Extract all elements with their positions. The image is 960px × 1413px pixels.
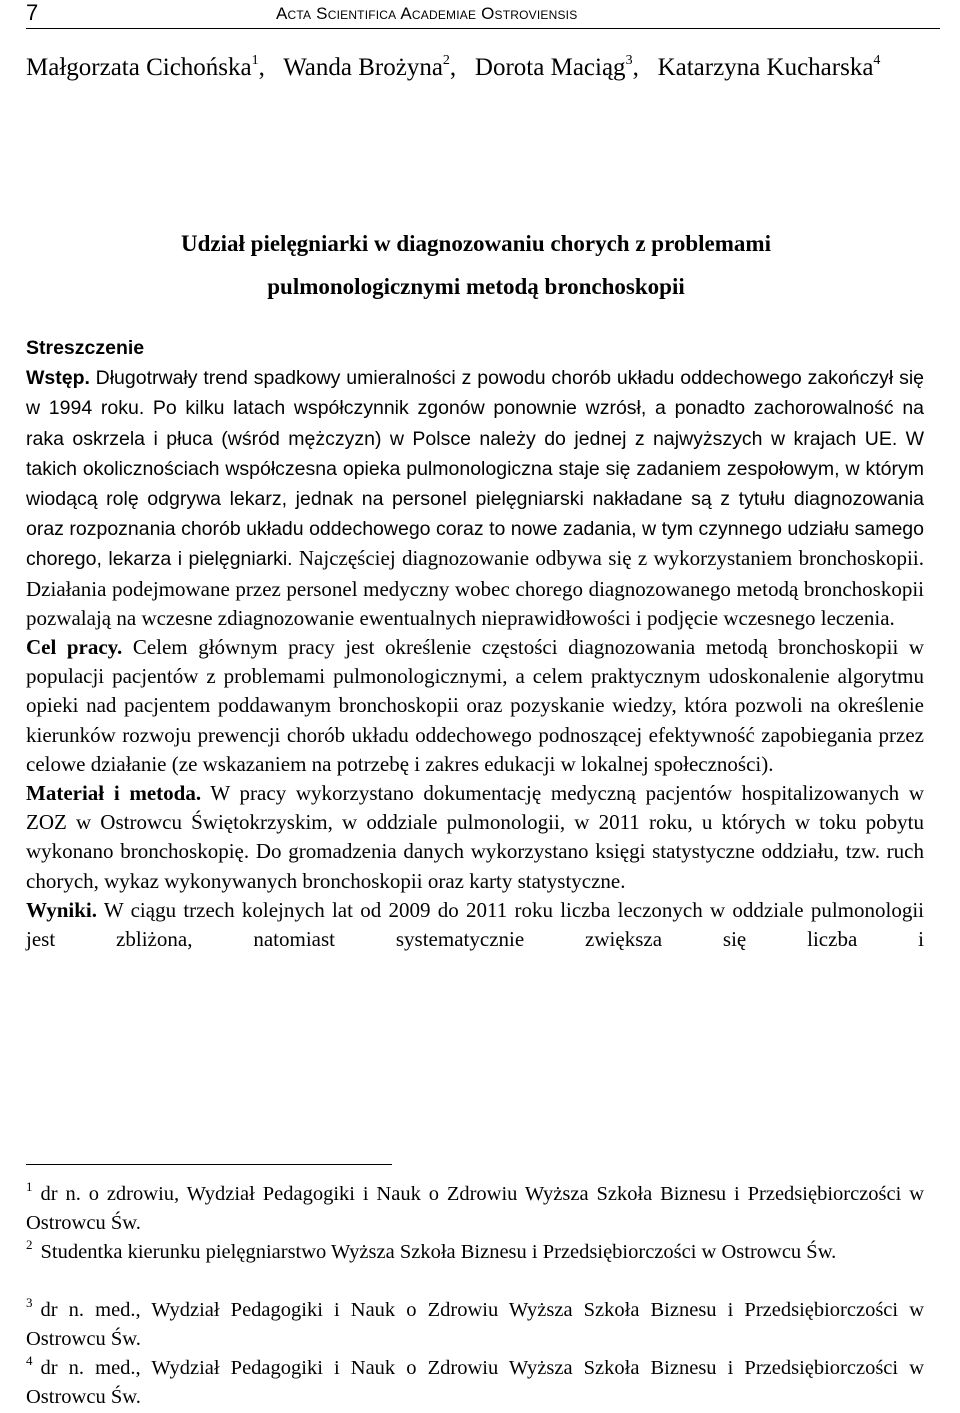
footnote-text: dr n. med., Wydział Pedagogiki i Nauk o Zdrowiu Wyższa Szkoła Biznesu i Przedsiębiorczości w Ostrowcu Św. [26,1357,924,1408]
abstract-body [26,334,924,954]
journal-title: Acta Scientifica Academiae Ostroviensis [276,4,578,23]
page-number: 7 [26,0,39,25]
affiliation-marker: 3 [625,53,633,68]
title-line: Udział pielęgniarki w diagnozowaniu chorych z problemami [181,231,771,256]
footnote [26,1238,924,1267]
results-paragraph [26,896,924,954]
paper-title [26,222,926,308]
results-text: W ciągu trzech kolejnych lat od 2009 do 2011 roku liczba leczonych w oddziale pulmonologii jest zbliżona, natomiast systematycznie zwiększa się liczba i [26,897,924,952]
title-line: pulmonologicznymi metodą bronchoskopii [267,274,685,299]
author-name: Małgorzata Cichońska [26,54,252,81]
author-name: Katarzyna Kucharska [657,54,874,81]
intro-text-serif: W takich okolicznościach współczesna opieka pulmonologiczna staje się zadaniem zespołowym, w którym wiodącą rolę odgrywa lekarz, jednak na personel pielęgniarski nakładane są z tytułu diagnozowania oraz rozpoznania chorób układu oddechowego coraz to nowe zadania, w tym czynnego udziału samego chorego, lekarza i pielęgniarki. [26,427,925,571]
affiliation-marker: 4 [873,53,881,68]
footnote-text: Studentka kierunku pielęgniarstwo Wyższa Szkoła Biznesu i Przedsiębiorczości w Ostrowcu Św. [40,1241,837,1263]
affiliation-marker: 2 [442,53,450,68]
intro-text-serif: Po kilku latach współczynnik zgonów ponownie wzrósł, a ponadto zachorowalność na raka oskrzela i płuca (wśród mężczyzn) w Polsce należy do jednej z najwyższych w krajach UE. [26,397,925,450]
footnote [26,1180,924,1237]
method-text: W pracy wykorzystano dokumentację medyczną pacjentów hospitalizowanych w ZOZ w Ostrowcu Świętokrzyskim, w oddziale pulmonologii, w 2011 roku, u których w toku pobytu wykonano bronchoskopię. Do gromadzenia danych wykorzystano księgi statystyczne oddziału, tzw. ruch chorych, wykaz wykonywanych bronchoskopii oraz karty statystyczne. [26,781,924,893]
abstract-heading: Streszczenie [26,337,145,359]
author-list: Małgorzata Cichońska$^1$, Wanda Brożyna$^2$, Dorota Maciąg$^3$, Katarzyna Kucharska$^4$ [26,53,881,81]
footnote-text: dr n. med., Wydział Pedagogiki i Nauk o Zdrowiu Wyższa Szkoła Biznesu i Przedsiębiorczości w Ostrowcu Św. [26,1299,924,1350]
aim-paragraph [26,633,924,779]
footnote-text: dr n. o zdrowiu, Wydział Pedagogiki i Nauk o Zdrowiu Wyższa Szkoła Biznesu i Przedsiębiorczości w Ostrowcu Św. [26,1183,924,1234]
intro-text-serif: Najczęściej diagnozowanie odbywa się z wykorzystaniem bronchoskopii. [298,546,924,571]
footnote-separator [26,1164,392,1165]
footnote [26,1296,924,1353]
results-label: Wyniki. [26,897,97,922]
footnote-marker: 3 [26,1295,33,1310]
footnote [26,1354,924,1411]
intro-label: Wstęp. [26,367,90,390]
footnote-marker: 1 [26,1179,33,1194]
running-header [26,0,940,29]
author-name: Wanda Brożyna [283,54,443,81]
footnote-marker: 4 [26,1353,33,1368]
intro-text-sans: Długotrwały trend spadkowy umieralności z powodu chorób układu oddechowego zakończył się w 1994 roku. [26,367,925,420]
author-name: Dorota Maciąg [474,54,626,81]
method-paragraph [26,779,924,896]
aim-label: Cel pracy. [26,635,123,660]
method-label: Materiał i metoda. [26,781,202,806]
affiliation-marker: 1 [251,53,259,68]
intro-paragraph [26,363,924,633]
footnote-marker: 2 [26,1237,33,1252]
intro-text-serif: Działania podejmowane przez personel medyczny wobec chorego diagnozowanego metodą bronchoskopii pozwalają na wczesne zdiagnozowanie ewentualnych nieprawidłowości i podjęcie wczesnego leczenia. [26,576,924,630]
aim-text: Celem głównym pracy jest określenie częstości diagnozowania metodą bronchoskopii w populacji pacjentów z problemami pulmonologicznymi, a celem praktycznym udoskonalenie algorytmu opieki nad pacjentem poddawanym bronchoskopii oraz pozyskanie wiedzy, która pozwoli na określenie kierunków rozwoju prewencji chorób układu oddechowego podnoszącej efektywność zapobiegania przez celowe działanie (ze wskazaniem na potrzebę i zakres edukacji w lokalnej społeczności). [26,635,925,776]
